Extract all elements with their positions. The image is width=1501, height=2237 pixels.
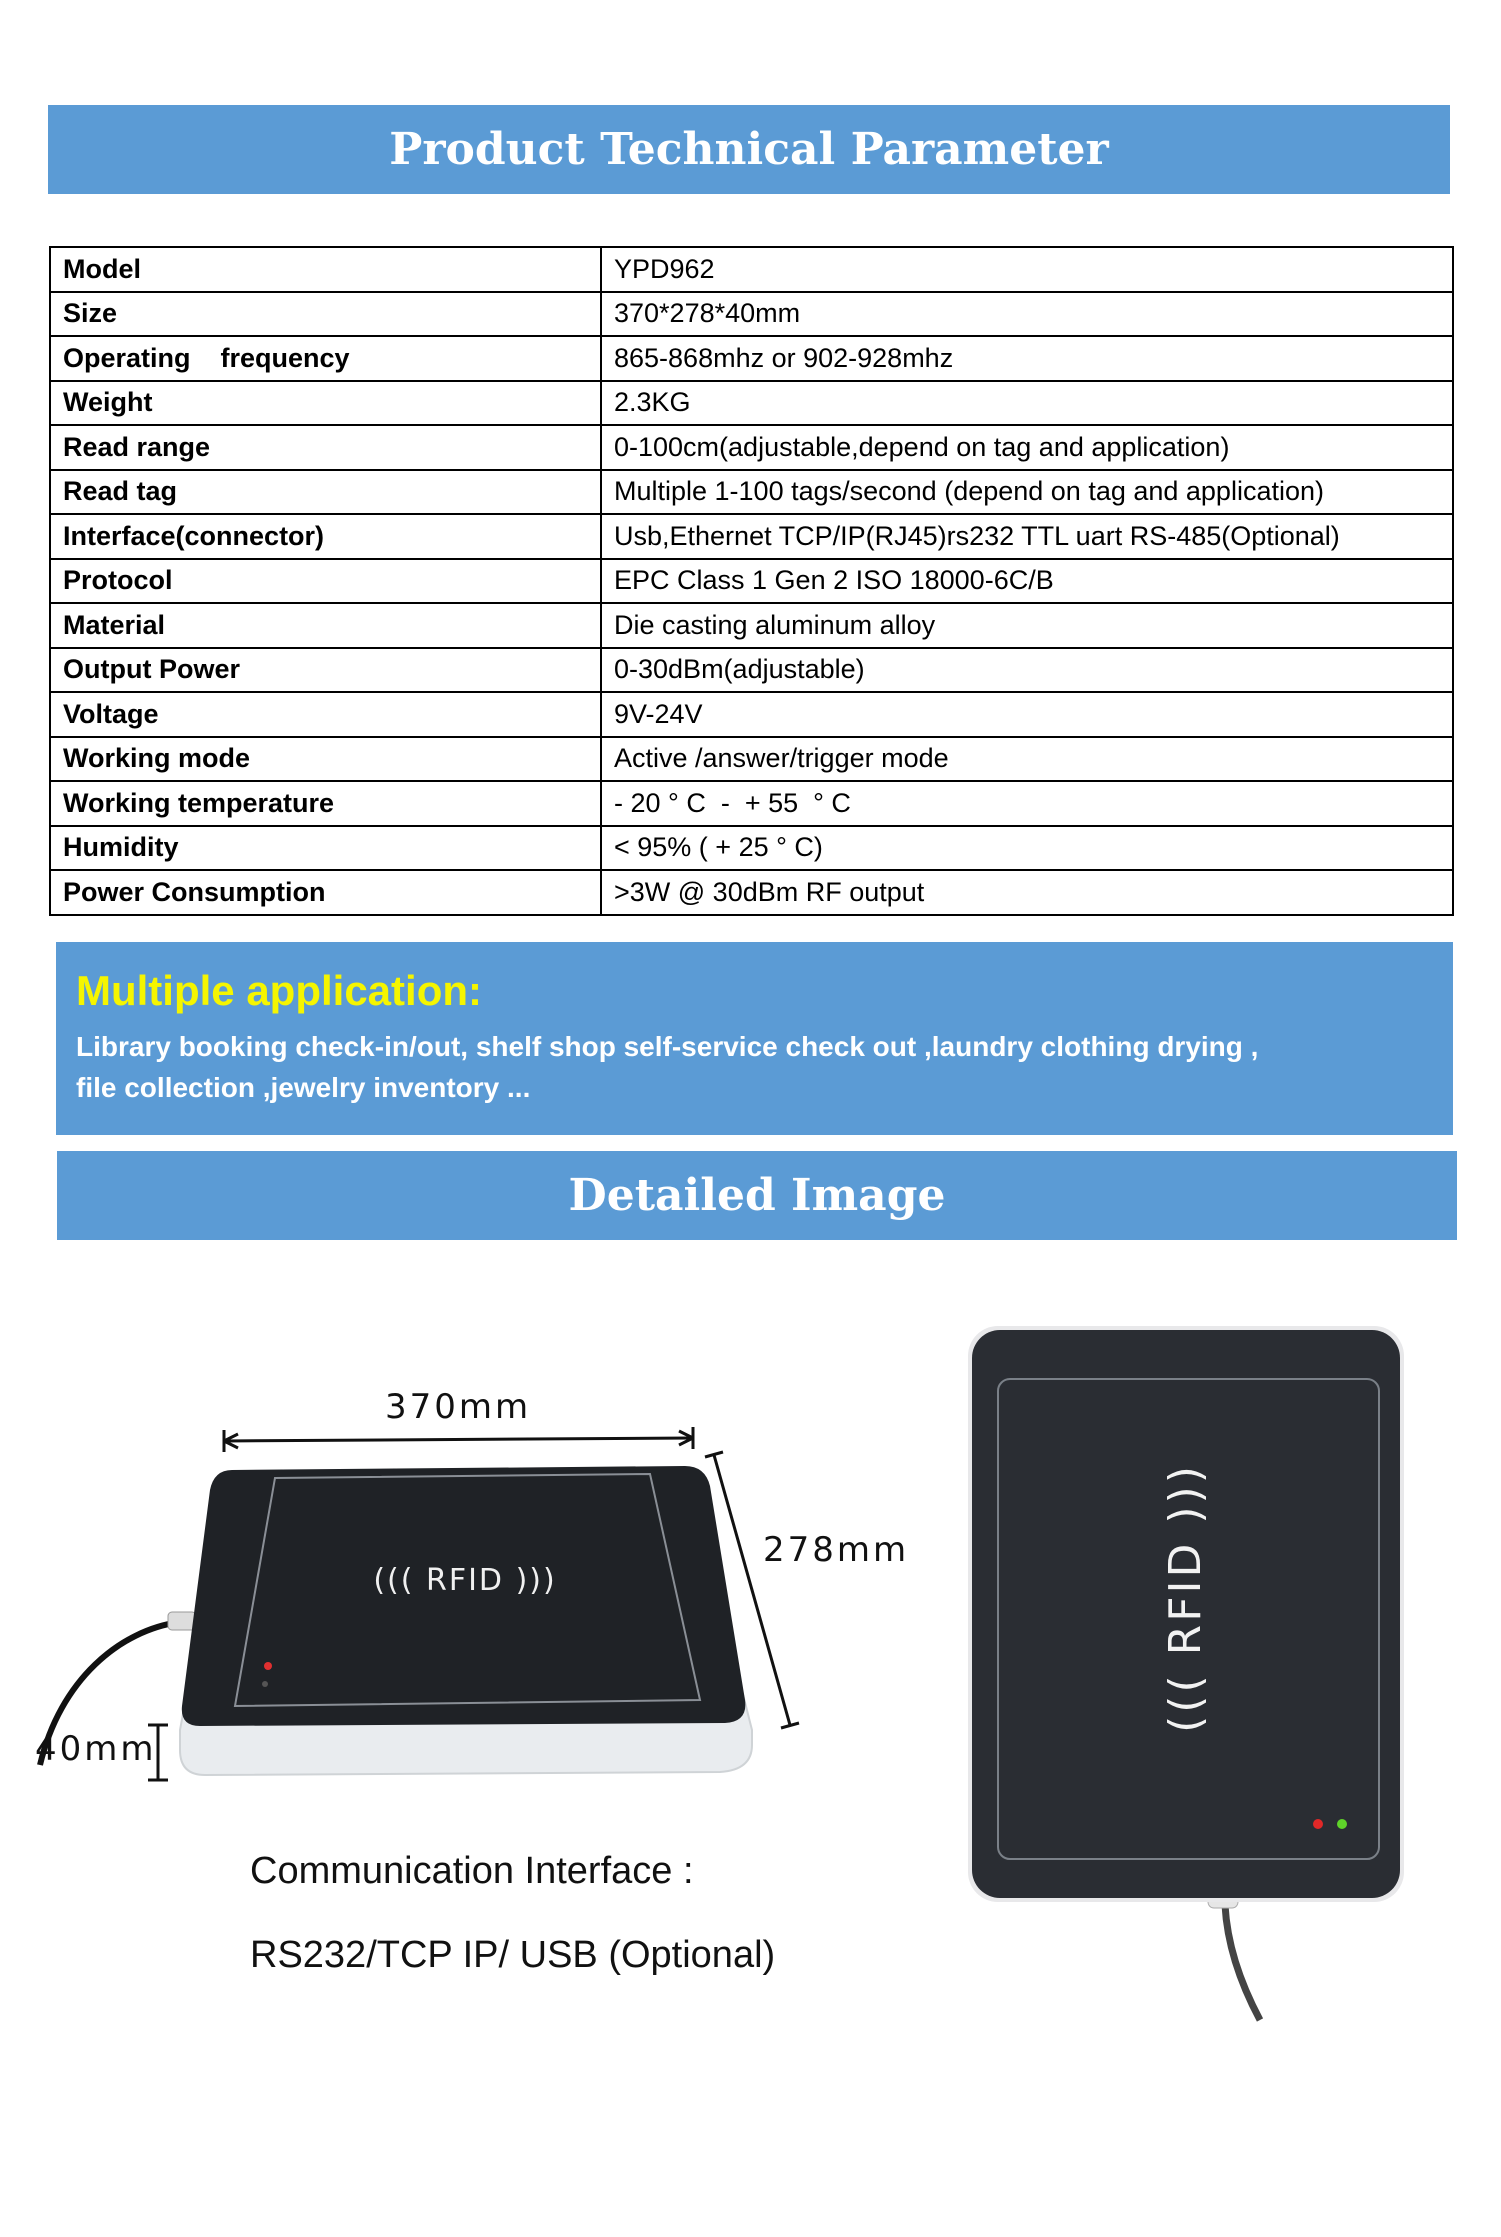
parameter-value: Usb,Ethernet TCP/IP(RJ45)rs232 TTL uart RS-485(Optional) [601,514,1453,559]
reader-logo-text: RFID [425,1563,505,1598]
parameter-value: EPC Class 1 Gen 2 ISO 18000-6C/B [601,559,1453,604]
parameter-value: < 95% ( + 25 ° C) [601,826,1453,871]
parameter-table [49,246,1454,916]
detail-header [57,1151,1457,1240]
parameter-title: Product Technical Parameter [389,124,1109,175]
parameter-row [50,336,1453,381]
parameter-row [50,737,1453,782]
parameter-value: - 20 ° C - + 55 ° C [601,781,1453,826]
parameter-value: Die casting aluminum alloy [601,603,1453,648]
parameter-row [50,470,1453,515]
parameter-value: >3W @ 30dBm RF output [601,870,1453,915]
width-label: 370mm [385,1387,532,1427]
parameter-value: 9V-24V [601,692,1453,737]
height-label: 40mm [35,1729,157,1769]
parameter-row [50,870,1453,915]
front-led-red [1313,1819,1323,1829]
parameter-value: 0-100cm(adjustable,depend on tag and application) [601,425,1453,470]
parameter-value: 2.3KG [601,381,1453,426]
width-dimension-line [224,1438,693,1441]
parameter-row [50,425,1453,470]
reader-angled-view [40,1427,799,1780]
parameter-value: Multiple 1-100 tags/second (depend on tag and application) [601,470,1453,515]
parameter-key: Operating frequency [50,336,601,381]
parameter-key: Size [50,292,601,337]
reader-front-logo: ((( RFID ))) [1160,1463,1211,1733]
device-illustration [0,1260,1501,2040]
communication-interface-value: RS232/TCP IP/ USB (Optional) [250,1934,776,1976]
parameter-key: Model [50,247,601,292]
parameter-value: YPD962 [601,247,1453,292]
parameter-value: 370*278*40mm [601,292,1453,337]
parameter-key: Working temperature [50,781,601,826]
parameter-key: Working mode [50,737,601,782]
parameter-key: Power Consumption [50,870,601,915]
parameter-header [48,105,1450,194]
application-line-2: file collection ,jewelry inventory ... [76,1072,531,1104]
status-led-red [264,1662,272,1670]
parameter-row [50,247,1453,292]
parameter-row [50,648,1453,693]
parameter-row [50,292,1453,337]
parameter-value: 865-868mhz or 902-928mhz [601,336,1453,381]
parameter-row [50,381,1453,426]
connector [168,1612,196,1630]
application-line-1: Library booking check-in/out, shelf shop self-service check out ,laundry clothing drying , [76,1031,1259,1063]
parameter-key: Read tag [50,470,601,515]
parameter-row [50,781,1453,826]
application-box [56,942,1453,1135]
reader-logo: ((( RFID ))) [373,1563,557,1598]
status-led-dim [262,1681,268,1687]
parameter-row [50,692,1453,737]
parameter-key: Voltage [50,692,601,737]
parameter-row [50,559,1453,604]
cable-front [1225,1905,1260,2020]
parameter-key: Read range [50,425,601,470]
parameter-key: Weight [50,381,601,426]
parameter-value: Active /answer/trigger mode [601,737,1453,782]
depth-label: 278mm [763,1530,910,1570]
application-title: Multiple application: [76,967,482,1014]
parameter-key: Humidity [50,826,601,871]
parameter-key: Output Power [50,648,601,693]
reader-front-logo-text: RFID [1160,1540,1211,1656]
reader-front-view [968,1326,1404,2020]
parameter-value: 0-30dBm(adjustable) [601,648,1453,693]
parameter-row [50,826,1453,871]
parameter-key: Material [50,603,601,648]
parameter-key: Interface(connector) [50,514,601,559]
parameter-key: Protocol [50,559,601,604]
communication-interface-title: Communication Interface : [250,1850,694,1892]
detail-title: Detailed Image [568,1170,946,1221]
front-led-green [1337,1819,1347,1829]
parameter-row [50,603,1453,648]
parameter-row [50,514,1453,559]
